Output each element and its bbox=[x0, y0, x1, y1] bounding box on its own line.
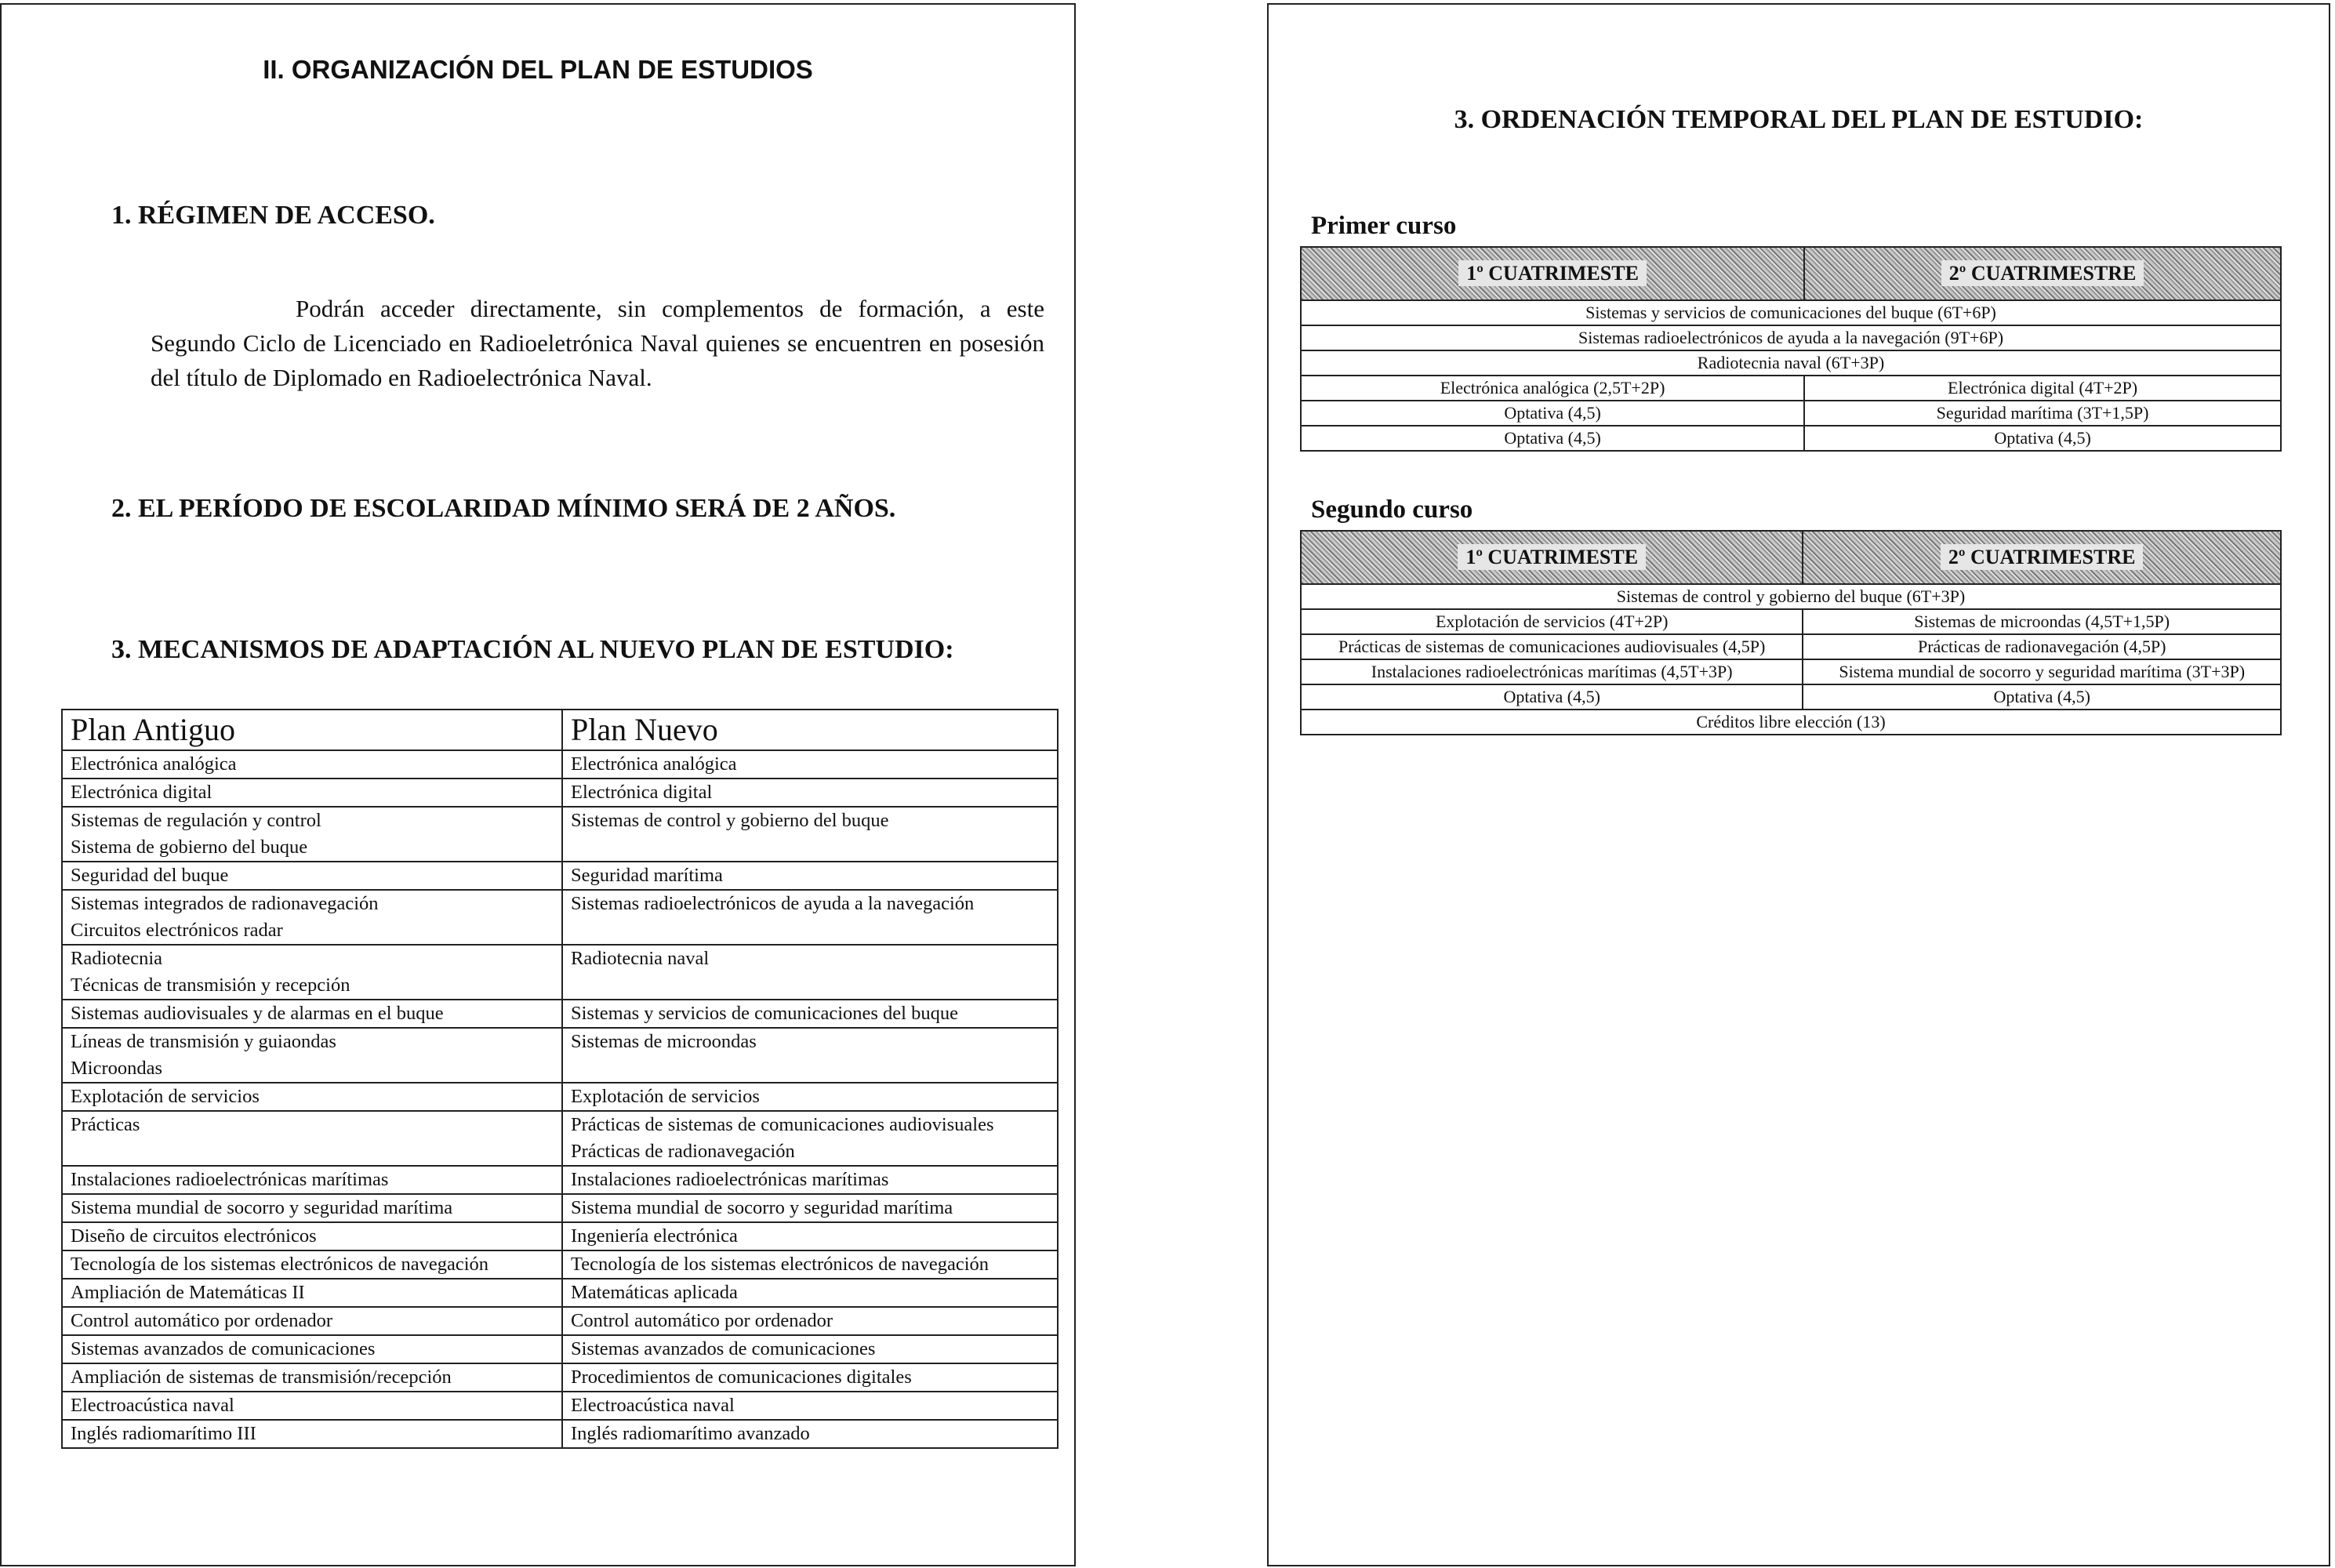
schedule-cell: Optativa (4,5) bbox=[1301, 401, 1804, 426]
plan-antiguo-cell: Control automático por ordenador bbox=[62, 1307, 562, 1335]
segundo-curso-label: Segundo curso bbox=[1311, 495, 1473, 524]
plan-antiguo-cell: Ampliación de sistemas de transmisión/recepción bbox=[62, 1363, 562, 1392]
plan-antiguo-cell: Líneas de transmisión y guiaondas Microondas bbox=[62, 1028, 562, 1083]
section-heading-adaptacion: 3. MECANISMOS DE ADAPTACIÓN AL NUEVO PLAN DE ESTUDIO: bbox=[111, 635, 954, 664]
plan-antiguo-cell: Radiotecnia Técnicas de transmisión y recepción bbox=[62, 945, 562, 1000]
plan-nuevo-cell: Sistemas radioelectrónicos de ayuda a la navegación bbox=[562, 890, 1058, 945]
schedule-row: Sistemas de control y gobierno del buque (6T+3P) bbox=[1301, 584, 2281, 609]
table-row bbox=[62, 779, 1058, 807]
plan-nuevo-cell: Tecnología de los sistemas electrónicos de navegación bbox=[562, 1250, 1058, 1279]
acceso-text: Podrán acceder directamente, sin complementos de formación, a este Segundo Ciclo de Licenciado en Radioeletrónica Naval quienes se encuentren en posesión del título de Diplomado en Radioelectrónica Naval. bbox=[151, 295, 1044, 391]
plan-nuevo-cell: Sistemas avanzados de comunicaciones bbox=[562, 1335, 1058, 1363]
table-row bbox=[62, 1420, 1058, 1448]
schedule-cell: Prácticas de sistemas de comunicaciones audiovisuales (4,5P) bbox=[1301, 634, 1803, 659]
schedule-cell: Optativa (4,5) bbox=[1803, 684, 2281, 710]
plan-nuevo-cell: Electroacústica naval bbox=[562, 1392, 1058, 1420]
primer-header-1: 1º CUATRIMESTE bbox=[1301, 247, 1804, 300]
table-row bbox=[62, 1335, 1058, 1363]
segundo-curso-table bbox=[1300, 530, 2282, 735]
table-row bbox=[62, 1000, 1058, 1028]
right-page bbox=[1267, 3, 2330, 1566]
adaptation-table-body bbox=[62, 750, 1058, 1448]
section-heading-escolaridad: 2. EL PERÍODO DE ESCOLARIDAD MÍNIMO SERÁ DE 2 AÑOS. bbox=[111, 494, 896, 523]
table-row bbox=[62, 1028, 1058, 1083]
schedule-row: Sistemas radioelectrónicos de ayuda a la navegación (9T+6P) bbox=[1301, 325, 2281, 350]
adaptation-table bbox=[61, 709, 1059, 1449]
schedule-cell: Seguridad marítima (3T+1,5P) bbox=[1804, 401, 2281, 426]
plan-nuevo-cell: Procedimientos de comunicaciones digitales bbox=[562, 1363, 1058, 1392]
plan-antiguo-cell: Inglés radiomarítimo III bbox=[62, 1420, 562, 1448]
table-row bbox=[62, 1307, 1058, 1335]
section-heading-acceso: 1. RÉGIMEN DE ACCESO. bbox=[111, 201, 435, 230]
table-row bbox=[62, 945, 1058, 1000]
plan-antiguo-cell: Seguridad del buque bbox=[62, 862, 562, 890]
schedule-row: Créditos libre elección (13) bbox=[1301, 710, 2281, 735]
schedule-cell: Sistemas de microondas (4,5T+1,5P) bbox=[1803, 609, 2281, 634]
acceso-paragraph bbox=[151, 292, 1044, 395]
plan-antiguo-cell: Sistemas integrados de radionavegación Circuitos electrónicos radar bbox=[62, 890, 562, 945]
plan-antiguo-cell: Instalaciones radioelectrónicas marítimas bbox=[62, 1166, 562, 1194]
table-row bbox=[62, 750, 1058, 779]
plan-antiguo-cell: Electrónica digital bbox=[62, 779, 562, 807]
plan-nuevo-cell: Inglés radiomarítimo avanzado bbox=[562, 1420, 1058, 1448]
schedule-cell: Optativa (4,5) bbox=[1301, 684, 1803, 710]
plan-antiguo-cell: Electrónica analógica bbox=[62, 750, 562, 779]
plan-antiguo-cell: Sistemas de regulación y control Sistema de gobierno del buque bbox=[62, 807, 562, 862]
plan-nuevo-cell: Electrónica digital bbox=[562, 779, 1058, 807]
schedule-cell: Explotación de servicios (4T+2P) bbox=[1301, 609, 1803, 634]
plan-nuevo-cell: Control automático por ordenador bbox=[562, 1307, 1058, 1335]
primer-curso-label: Primer curso bbox=[1311, 212, 1457, 240]
plan-nuevo-cell: Instalaciones radioelectrónicas marítimas bbox=[562, 1166, 1058, 1194]
schedule-title: 3. ORDENACIÓN TEMPORAL DEL PLAN DE ESTUDIO: bbox=[1454, 105, 2144, 134]
table-row bbox=[62, 1250, 1058, 1279]
header-plan-antiguo: Plan Antiguo bbox=[62, 710, 562, 750]
table-row bbox=[62, 1111, 1058, 1166]
schedule-cell: Optativa (4,5) bbox=[1804, 426, 2281, 451]
plan-nuevo-cell: Matemáticas aplicada bbox=[562, 1279, 1058, 1307]
plan-antiguo-cell: Ampliación de Matemáticas II bbox=[62, 1279, 562, 1307]
table-row bbox=[62, 1363, 1058, 1392]
table-row bbox=[62, 1166, 1058, 1194]
plan-nuevo-cell: Prácticas de sistemas de comunicaciones audiovisuales Prácticas de radionavegación bbox=[562, 1111, 1058, 1166]
plan-antiguo-cell: Explotación de servicios bbox=[62, 1083, 562, 1111]
plan-nuevo-cell: Seguridad marítima bbox=[562, 862, 1058, 890]
plan-nuevo-cell: Radiotecnia naval bbox=[562, 945, 1058, 1000]
plan-nuevo-cell: Electrónica analógica bbox=[562, 750, 1058, 779]
table-row bbox=[62, 807, 1058, 862]
plan-antiguo-cell: Sistemas audiovisuales y de alarmas en el buque bbox=[62, 1000, 562, 1028]
plan-antiguo-cell: Sistemas avanzados de comunicaciones bbox=[62, 1335, 562, 1363]
plan-antiguo-cell: Electroacústica naval bbox=[62, 1392, 562, 1420]
schedule-cell: Electrónica digital (4T+2P) bbox=[1804, 376, 2281, 401]
schedule-cell: Sistema mundial de socorro y seguridad marítima (3T+3P) bbox=[1803, 659, 2281, 684]
left-page bbox=[0, 3, 1076, 1566]
segundo-header-2: 2º CUATRIMESTRE bbox=[1803, 531, 2281, 584]
schedule-cell: Electrónica analógica (2,5T+2P) bbox=[1301, 376, 1804, 401]
primer-curso-table bbox=[1300, 246, 2282, 452]
plan-antiguo-cell: Tecnología de los sistemas electrónicos de navegación bbox=[62, 1250, 562, 1279]
schedule-cell: Prácticas de radionavegación (4,5P) bbox=[1803, 634, 2281, 659]
plan-nuevo-cell: Sistemas de microondas bbox=[562, 1028, 1058, 1083]
primer-header-2: 2º CUATRIMESTRE bbox=[1804, 247, 2281, 300]
plan-nuevo-cell: Ingeniería electrónica bbox=[562, 1222, 1058, 1250]
plan-nuevo-cell: Sistema mundial de socorro y seguridad marítima bbox=[562, 1194, 1058, 1222]
segundo-header-1: 1º CUATRIMESTE bbox=[1301, 531, 1803, 584]
page-title: II. ORGANIZACIÓN DEL PLAN DE ESTUDIOS bbox=[263, 55, 813, 84]
header-plan-nuevo: Plan Nuevo bbox=[562, 710, 1058, 750]
schedule-row: Sistemas y servicios de comunicaciones del buque (6T+6P) bbox=[1301, 300, 2281, 325]
table-row bbox=[62, 1279, 1058, 1307]
plan-antiguo-cell: Sistema mundial de socorro y seguridad marítima bbox=[62, 1194, 562, 1222]
schedule-cell: Instalaciones radioelectrónicas marítimas (4,5T+3P) bbox=[1301, 659, 1803, 684]
plan-nuevo-cell: Sistemas de control y gobierno del buque bbox=[562, 807, 1058, 862]
plan-nuevo-cell: Sistemas y servicios de comunicaciones del buque bbox=[562, 1000, 1058, 1028]
table-row bbox=[62, 1194, 1058, 1222]
table-row bbox=[62, 1083, 1058, 1111]
schedule-row: Radiotecnia naval (6T+3P) bbox=[1301, 350, 2281, 376]
plan-nuevo-cell: Explotación de servicios bbox=[562, 1083, 1058, 1111]
plan-antiguo-cell: Prácticas bbox=[62, 1111, 562, 1166]
table-row bbox=[62, 862, 1058, 890]
plan-antiguo-cell: Diseño de circuitos electrónicos bbox=[62, 1222, 562, 1250]
table-row bbox=[62, 890, 1058, 945]
schedule-cell: Optativa (4,5) bbox=[1301, 426, 1804, 451]
table-row bbox=[62, 1222, 1058, 1250]
table-row bbox=[62, 1392, 1058, 1420]
